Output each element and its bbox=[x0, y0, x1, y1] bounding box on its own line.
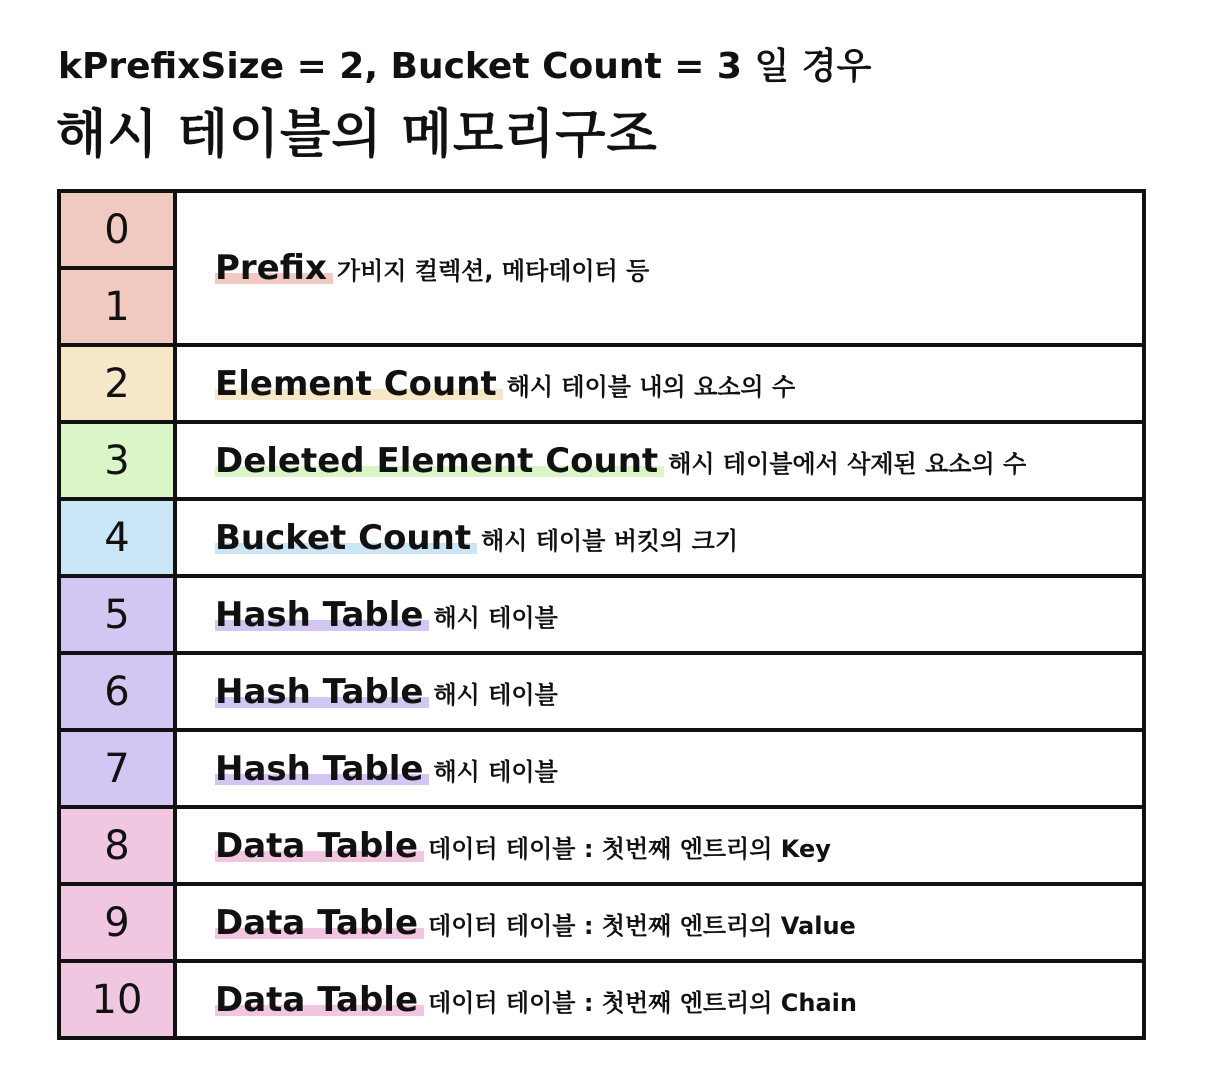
entry-description: 데이터 테이블 : 첫번째 엔트리의 Chain bbox=[428, 988, 857, 1017]
entry-element-count bbox=[173, 343, 1146, 424]
slot-index-2: 2 bbox=[57, 343, 177, 424]
entry-data-table bbox=[173, 882, 1146, 963]
entry-label: Deleted Element Count bbox=[215, 441, 664, 481]
entry-label: Data Table bbox=[215, 980, 424, 1020]
entry-data-table bbox=[173, 959, 1146, 1040]
entry-description: 가비지 컬렉션, 메타데이터 등 bbox=[336, 257, 650, 285]
slot-index-0: 0 bbox=[57, 189, 177, 270]
slot-index-8: 8 bbox=[57, 805, 177, 886]
slot-index-9: 9 bbox=[57, 882, 177, 963]
entry-description: 해시 테이블 버킷의 크기 bbox=[481, 526, 739, 555]
entry-hash-table bbox=[173, 651, 1146, 732]
slot-index-7: 7 bbox=[57, 728, 177, 809]
entry-description: 해시 테이블 bbox=[433, 603, 558, 632]
entry-prefix bbox=[173, 189, 1146, 347]
slot-index-5: 5 bbox=[57, 574, 177, 655]
page-title: 해시 테이블의 메모리구조 bbox=[56, 105, 658, 165]
slot-index-6: 6 bbox=[57, 651, 177, 732]
entry-label: Hash Table bbox=[215, 749, 429, 789]
entry-description: 해시 테이블 bbox=[433, 680, 558, 709]
entry-label: Prefix bbox=[215, 248, 333, 288]
slot-index-1: 1 bbox=[57, 266, 177, 347]
entry-label: Element Count bbox=[215, 364, 503, 404]
entry-bucket-count bbox=[173, 497, 1146, 578]
entry-hash-table bbox=[173, 728, 1146, 809]
entry-label: Hash Table bbox=[215, 672, 429, 712]
subtitle: kPrefixSize = 2, Bucket Count = 3 일 경우 bbox=[58, 46, 872, 87]
slot-index-4: 4 bbox=[57, 497, 177, 578]
entry-label: Data Table bbox=[215, 826, 424, 866]
entry-label: Bucket Count bbox=[215, 518, 477, 558]
entry-data-table bbox=[173, 805, 1146, 886]
entry-description: 해시 테이블 내의 요소의 수 bbox=[506, 372, 796, 401]
entry-description: 데이터 테이블 : 첫번째 엔트리의 Value bbox=[428, 911, 856, 940]
entry-description: 데이터 테이블 : 첫번째 엔트리의 Key bbox=[428, 834, 831, 863]
entry-description: 해시 테이블에서 삭제된 요소의 수 bbox=[668, 449, 1027, 478]
entry-description: 해시 테이블 bbox=[433, 757, 558, 786]
slot-index-3: 3 bbox=[57, 420, 177, 501]
memory-layout-table bbox=[57, 189, 1146, 1039]
slot-index-10: 10 bbox=[57, 959, 177, 1040]
entry-deleted-element-count bbox=[173, 420, 1146, 501]
entry-label: Hash Table bbox=[215, 595, 429, 635]
entry-label: Data Table bbox=[215, 903, 424, 943]
entry-hash-table bbox=[173, 574, 1146, 655]
